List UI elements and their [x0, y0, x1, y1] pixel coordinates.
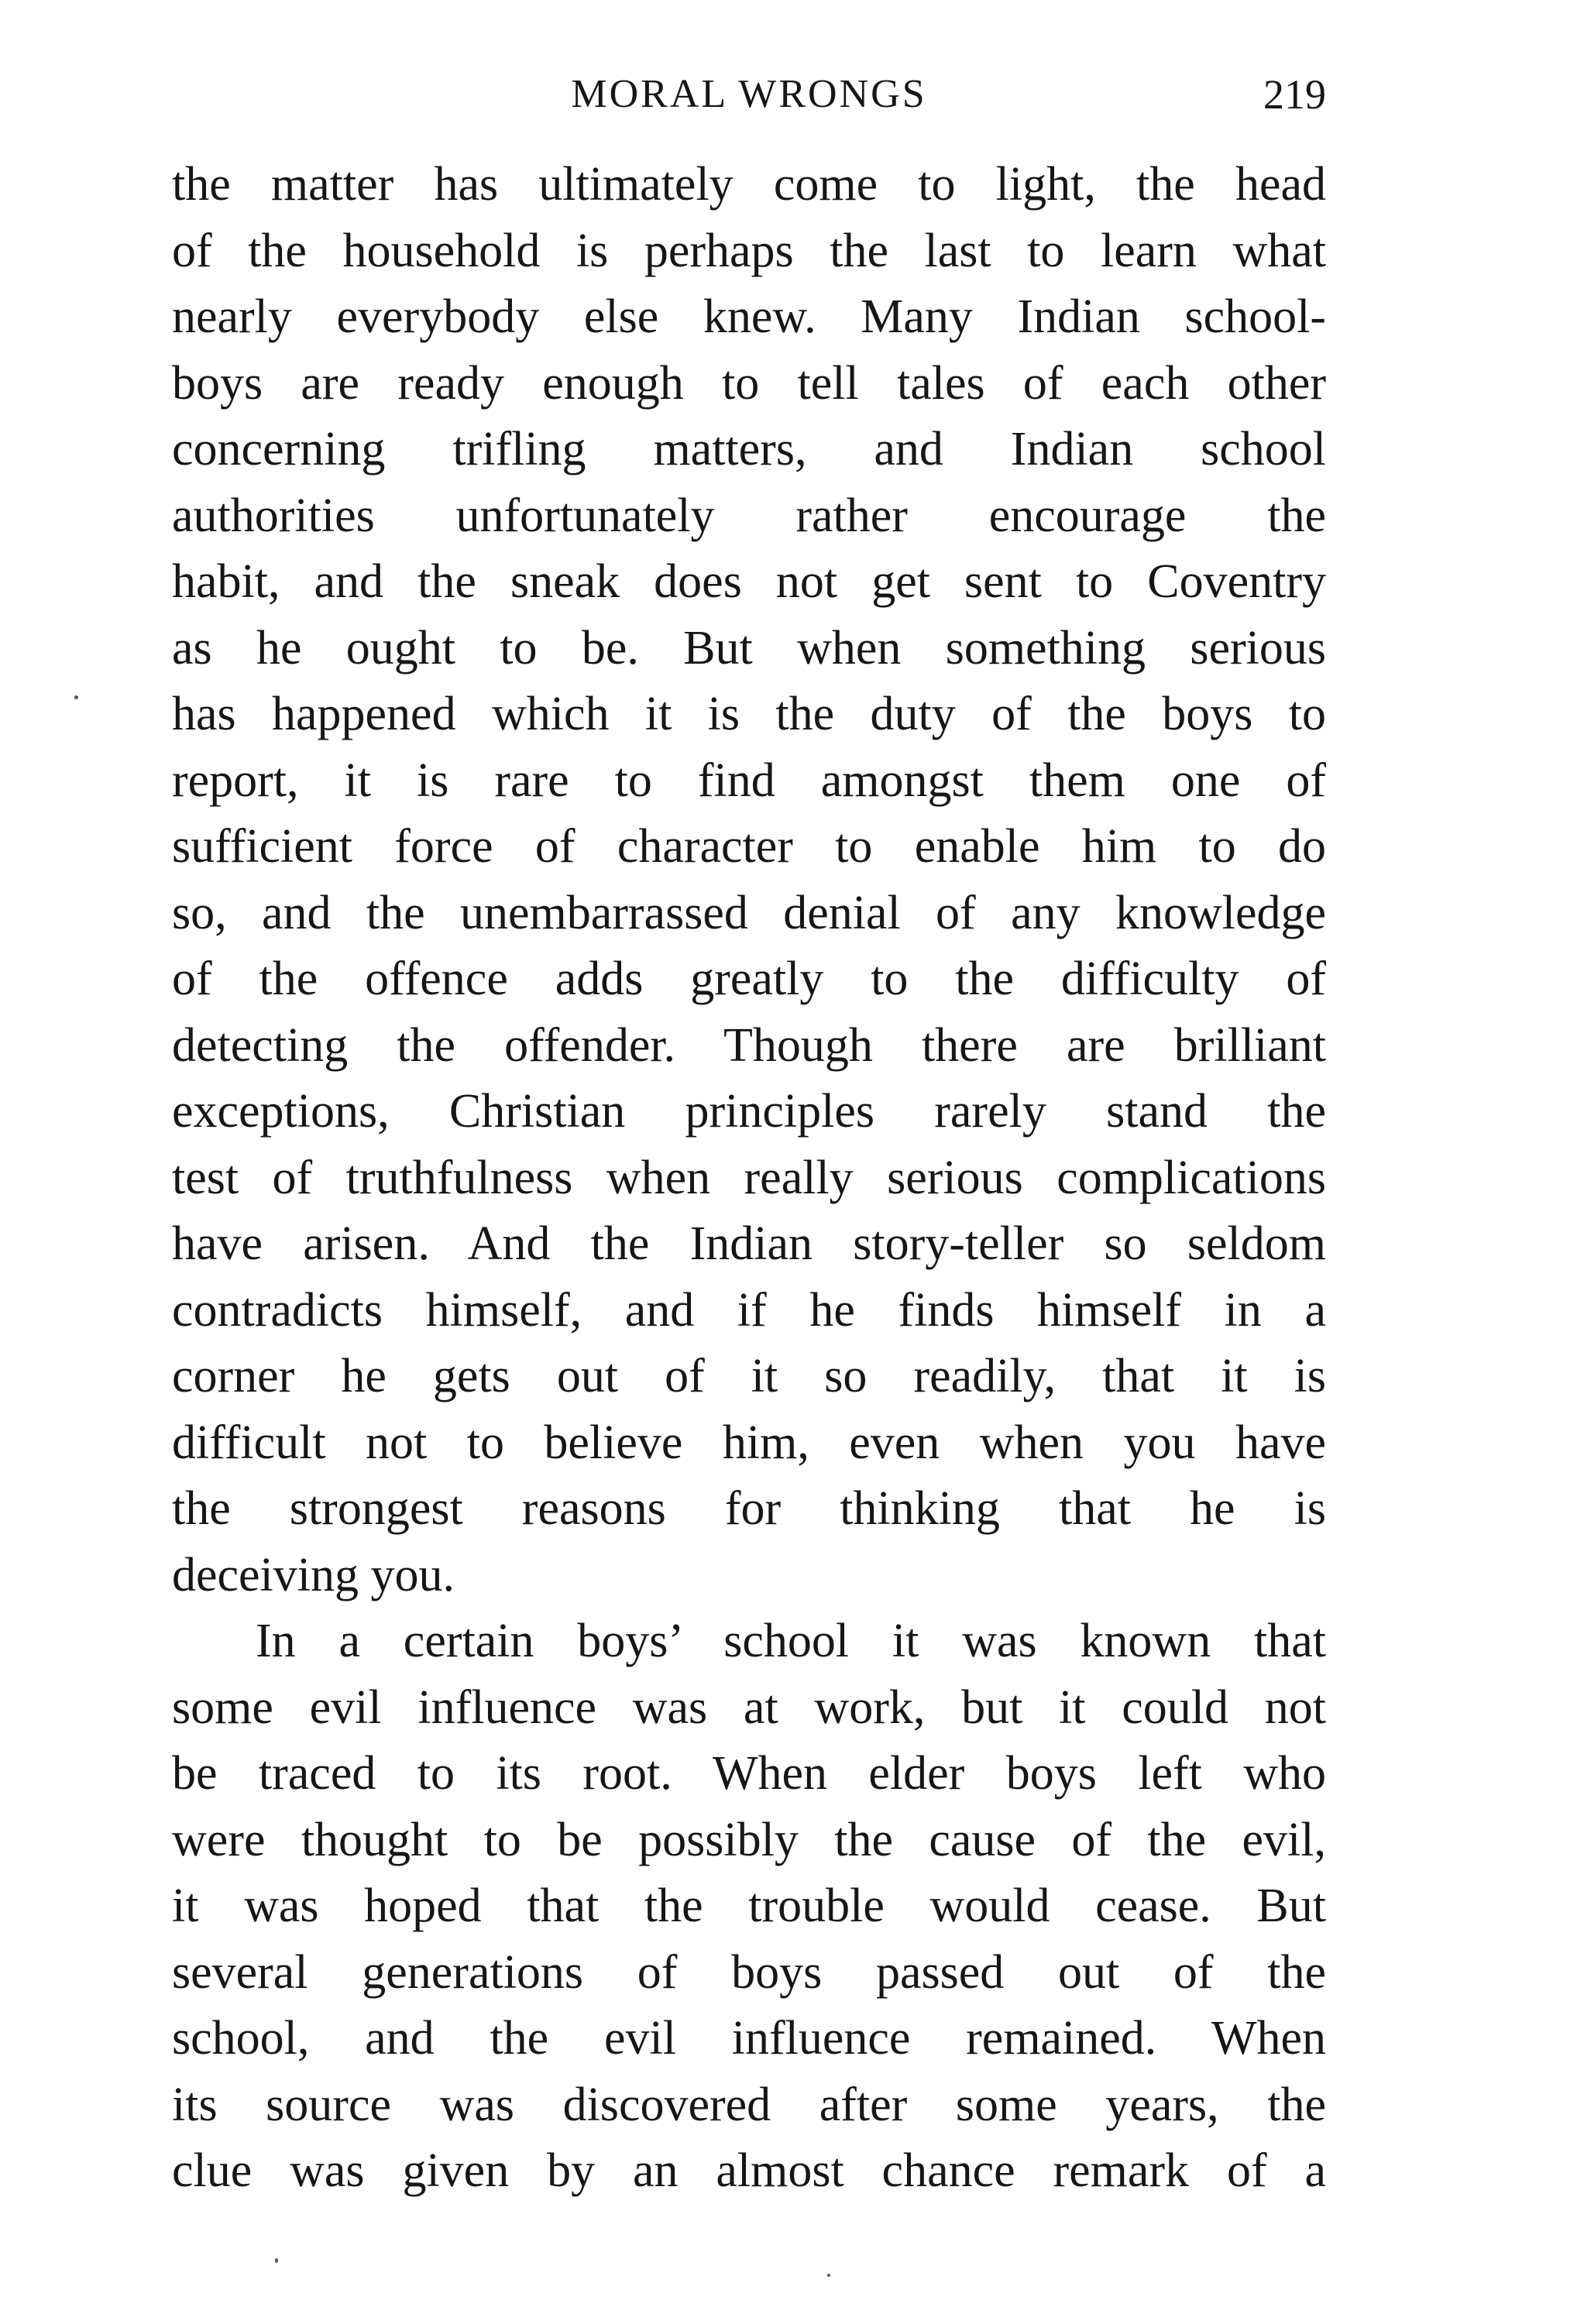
text-line: exceptions, Christian principles rarely stand the	[172, 1085, 1326, 1138]
text-line: concerning trifling matters, and Indian school	[172, 423, 1326, 475]
text-line: sufficient force of character to enable him to do	[172, 820, 1326, 873]
paragraph	[172, 152, 1326, 1608]
text-line: corner he gets out of it so readily, that it is	[172, 1350, 1326, 1402]
text-line: have arisen. And the Indian story-teller so seldom	[172, 1217, 1326, 1270]
text-line: the matter has ultimately come to light, the head	[172, 158, 1326, 211]
running-title: MORAL WRONGS	[571, 72, 927, 116]
text-line: clue was given by an almost chance remark of a	[172, 2144, 1326, 2197]
text-line: has happened which it is the duty of the boys to	[172, 688, 1326, 740]
text-line: the strongest reasons for thinking that he is	[172, 1482, 1326, 1535]
print-speck	[74, 695, 78, 699]
text-line: were thought to be possibly the cause of the evil,	[172, 1813, 1326, 1866]
body-text	[172, 152, 1326, 2205]
text-line: authorities unfortunately rather encourage the	[172, 489, 1326, 542]
text-line: it was hoped that the trouble would cease. But	[172, 1879, 1326, 1932]
text-line: difficult not to believe him, even when you have	[172, 1416, 1326, 1469]
running-head	[172, 64, 1326, 125]
paragraph	[172, 1608, 1326, 2205]
text-line: school, and the evil influence remained. When	[172, 2012, 1326, 2065]
print-speck	[827, 2274, 830, 2277]
text-line: boys are ready enough to tell tales of each other	[172, 356, 1326, 410]
print-speck	[275, 2258, 278, 2263]
text-line: so, and the unembarrassed denial of any knowledge	[172, 886, 1326, 939]
text-line: In a certain boys’ school it was known that	[256, 1615, 1326, 1667]
text-line: of the offence adds greatly to the difficulty of	[172, 953, 1326, 1005]
text-line: deceiving you.	[172, 1548, 455, 1601]
text-line: habit, and the sneak does not get sent to Coventry	[172, 555, 1326, 608]
text-line: detecting the offender. Though there are brilliant	[172, 1018, 1326, 1072]
text-line: as he ought to be. But when something serious	[172, 621, 1326, 675]
text-line: some evil influence was at work, but it could not	[172, 1680, 1326, 1734]
text-line: several generations of boys passed out of the	[172, 1945, 1326, 1999]
text-line: of the household is perhaps the last to learn what	[172, 224, 1326, 277]
text-line: nearly everybody else knew. Many Indian school-	[172, 290, 1326, 343]
text-line: report, it is rare to find amongst them one of	[172, 753, 1326, 807]
text-line: contradicts himself, and if he finds himself in a	[172, 1283, 1326, 1337]
page-number: 219	[1263, 71, 1326, 118]
text-line: its source was discovered after some years, the	[172, 2078, 1326, 2131]
text-line: test of truthfulness when really serious complications	[172, 1151, 1326, 1204]
text-line: be traced to its root. When elder boys left who	[172, 1747, 1326, 1800]
